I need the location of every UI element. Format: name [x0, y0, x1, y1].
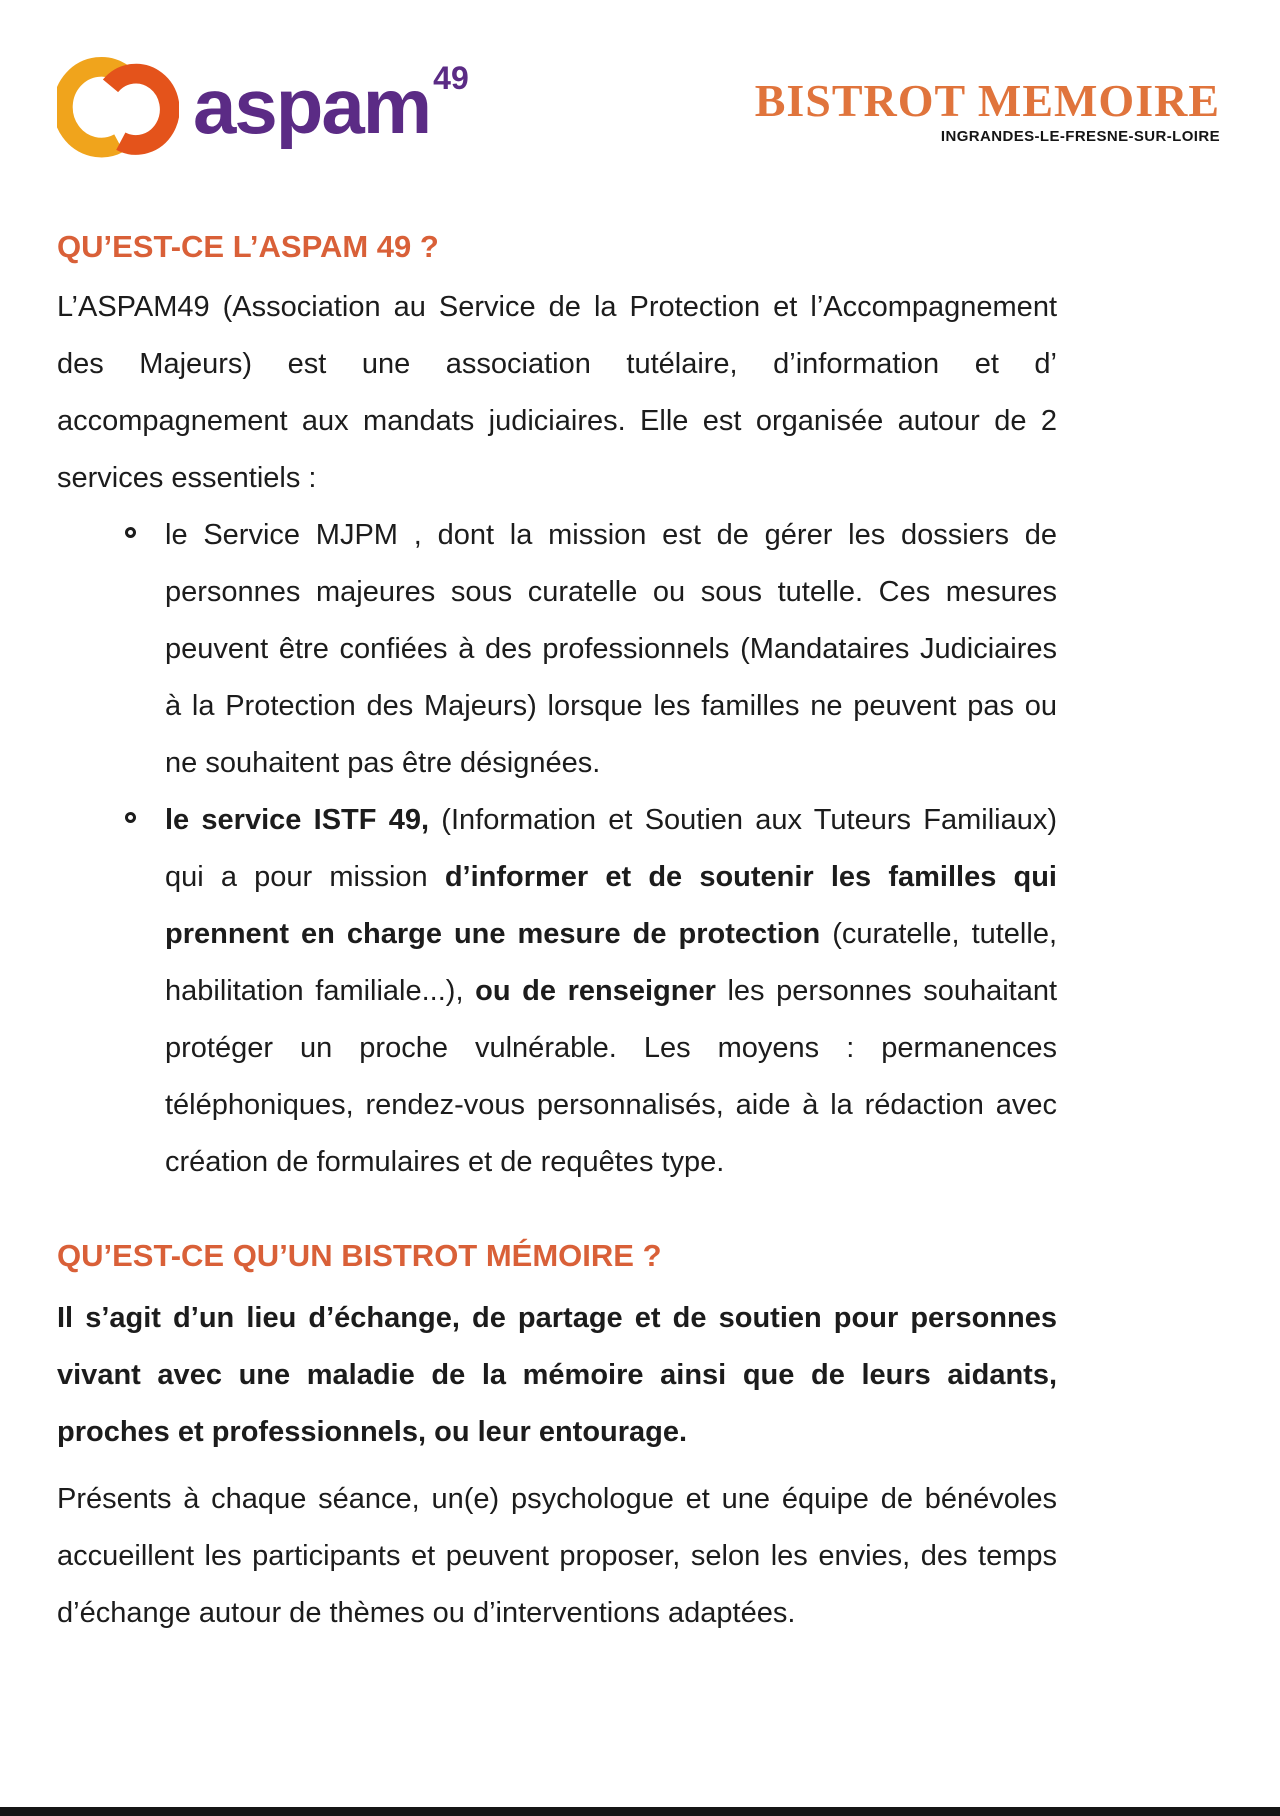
bullet-item-service-istf — [57, 792, 1057, 1191]
section2-heading: QU’EST-CE QU’UN BISTROT MÉMOIRE ? — [57, 1238, 662, 1274]
header — [57, 50, 1220, 162]
bullet-text: le service ISTF 49, (Information et Soutien aux Tuteurs Familiaux) qui a pour mission d’informer et de soutenir les familles qui prennent en charge une mesure de protection (curatelle, tutelle, habilitation familiale...), ou de renseigner les personnes souhaitant protéger un proche vulnérable. Les moyens : permanences téléphoniques, rendez-vous personnalisés, aide à la rédaction avec création de formulaires et de requêtes type. — [165, 804, 1058, 1179]
page-bottom-edge — [0, 1807, 1280, 1816]
bistrot-logo-title: BISTROT MEMOIRE — [754, 75, 1220, 126]
bullet-circle-icon — [125, 812, 136, 823]
aspam-heart-icon — [57, 50, 179, 162]
document-content — [57, 228, 1057, 1642]
bullet-text: le Service MJPM , dont la mission est de gérer les dossiers de personnes majeures sous curatelle ou sous tutelle. Ces mesures peuvent être confiées à des professionnels (Mandataires Judiciaires à la Protection des Majeurs) lorsque les familles ne peuvent pas ou ne souhaitent pas être désignées. — [165, 519, 1057, 780]
section1-bullet-list — [57, 507, 1057, 1191]
bistrot-logo-subtitle: INGRANDES-LE-FRESNE-SUR-LOIRE — [940, 128, 1220, 145]
section2-paragraph-regular: Présents à chaque séance, un(e) psychologue et une équipe de bénévoles accueillent les participants et peuvent proposer, selon les envies, des temps d’échange autour de thèmes ou d’interventions adaptées. — [57, 1483, 1057, 1630]
section1-heading: QU’EST-CE L’ASPAM 49 ? — [57, 229, 439, 264]
bistrot-memoire-logo — [754, 75, 1220, 145]
section1-intro-paragraph: L’ASPAM49 (Association au Service de la Protection et l’Accompagnement des Majeurs) est une association tutélaire, d’information et d’ accompagnement aux mandats judiciaires. Elle est organisée autour de 2 services essentiels : — [57, 291, 1057, 495]
section2-paragraph-bold: Il s’agit d’un lieu d’échange, de partage et de soutien pour personnes vivant avec une maladie de la mémoire ainsi que de leurs aidants, proches et professionnels, ou leur entourage. — [57, 1302, 1057, 1449]
aspam-logo-superscript: 49 — [433, 60, 469, 96]
aspam-logo — [57, 50, 469, 162]
bullet-circle-icon — [125, 527, 136, 538]
bullet-item-service-mjpm — [57, 507, 1057, 792]
aspam-logo-text: aspam — [193, 62, 431, 150]
